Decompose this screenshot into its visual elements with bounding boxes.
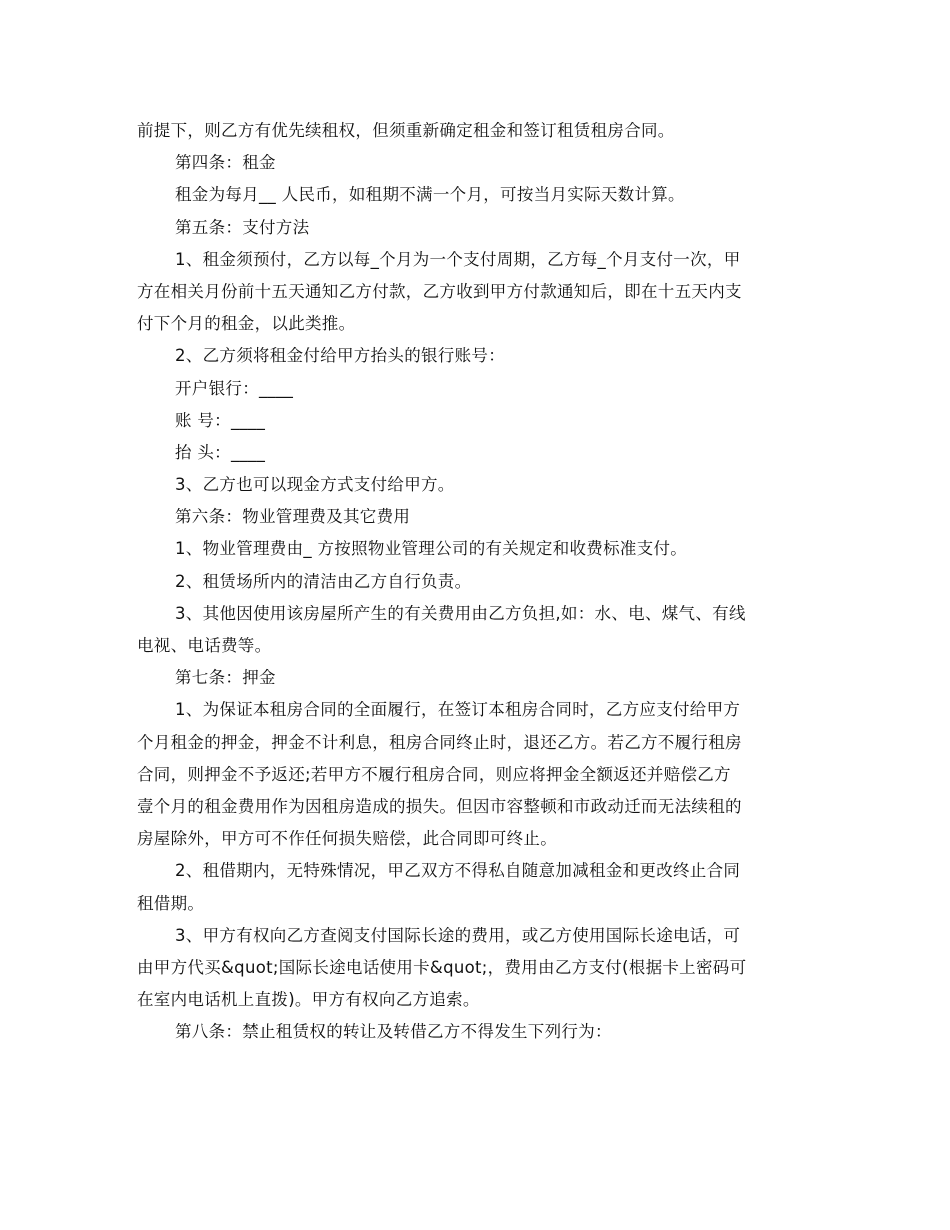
text-line: 在室内电话机上直拨)。甲方有权向乙方追索。 <box>137 990 480 1010</box>
text-line: 房屋除外，甲方可不作任何损失赔偿，此合同即可终止。 <box>137 829 557 849</box>
text-line: 2、乙方须将租金付给甲方抬头的银行账号： <box>175 346 505 366</box>
text-line: 租金为每月__ 人民币，如租期不满一个月，可按当月实际天数计算。 <box>175 185 685 205</box>
text-line: 3、甲方有权向乙方查阅支付国际长途的费用，或乙方使用国际长途电话，可 <box>175 925 741 945</box>
text-line: 1、租金须预付，乙方以每_个月为一个支付周期，乙方每_个月支付一次，甲 <box>175 249 741 269</box>
text-line: 第四条：租金 <box>175 153 276 173</box>
text-line: 由甲方代买&quot;国际长途电话使用卡&quot;，费用由乙方支付(根据卡上密码可 <box>137 957 747 977</box>
text-line: 2、租赁场所内的清洁由乙方自行负责。 <box>175 571 472 591</box>
text-line: 个月租金的押金，押金不计利息，租房合同终止时，退还乙方。若乙方不履行租房 <box>137 732 742 752</box>
text-line: 租借期。 <box>137 893 205 913</box>
text-line: 1、为保证本租房合同的全面履行，在签订本租房合同时，乙方应支付给甲方 <box>175 700 741 720</box>
text-line: 前提下，则乙方有优先续租权，但须重新确定租金和签订租赁租房合同。 <box>137 121 675 140</box>
text-line: 第八条：禁止租赁权的转让及转借乙方不得发生下列行为： <box>175 1022 612 1042</box>
text-line: 第五条：支付方法 <box>175 217 310 237</box>
text-line: 1、物业管理费由_ 方按照物业管理公司的有关规定和收费标准支付。 <box>175 539 688 559</box>
text-line: 方在相关月份前十五天通知乙方付款，乙方收到甲方付款通知后，即在十五天内支 <box>137 281 742 301</box>
text-line: 付下个月的租金，以此类推。 <box>137 314 356 334</box>
text-line: 第六条：物业管理费及其它费用 <box>175 507 411 527</box>
document-page <box>137 115 817 1048</box>
text-line: 3、乙方也可以现金方式支付给甲方。 <box>175 475 455 495</box>
text-line: 壹个月的租金费用作为因租房造成的损失。但因市容整顿和市政动迁而无法续租的 <box>137 796 742 816</box>
text-line: 2、租借期内，无特殊情况，甲乙双方不得私自随意加减租金和更改终止合同 <box>175 861 741 881</box>
text-line: 抬 头：____ <box>175 442 266 462</box>
text-line: 电视、电话费等。 <box>137 636 272 655</box>
text-line: 合同，则押金不予返还;若甲方不履行租房合同，则应将押金全额返还并赔偿乙方 <box>137 764 731 784</box>
text-line: 开户银行：____ <box>175 378 294 398</box>
text-line: 账 号：____ <box>175 410 266 430</box>
text-line: 第七条：押金 <box>175 668 276 688</box>
text-line: 3、其他因使用该房屋所产生的有关费用由乙方负担,如：水、电、煤气、有线 <box>175 603 746 623</box>
